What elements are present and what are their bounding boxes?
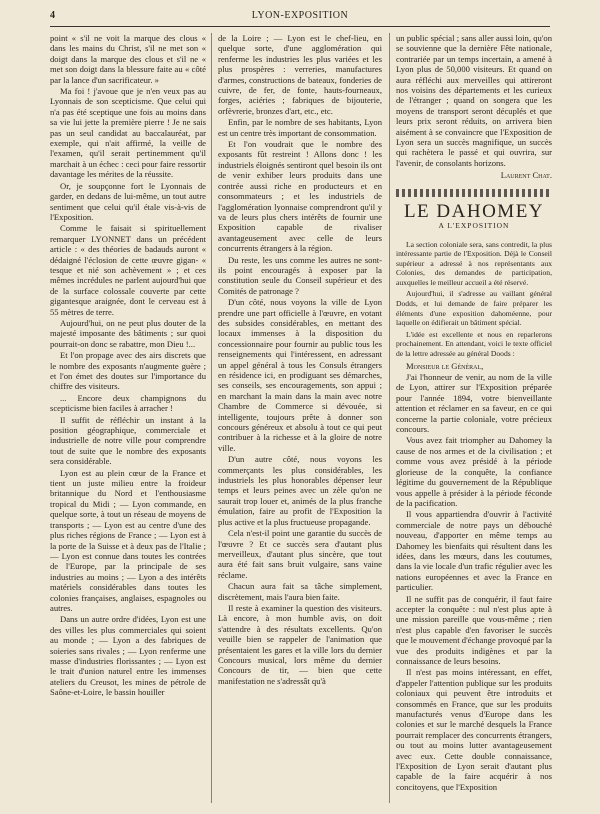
- paragraph: de la Loire ; — Lyon est le chef-lieu, en quelque sorte, d'une agglomération qui renferme les industries les plus variées et les plus prospères : verreries, manufactures d'armes, constructions de bateaux, fonderies de cuivre, de fer, de fonte, hauts-fourneaux, forges, aciéries ; fabriques de bijouterie, orfèvrerie, bronzes d'art, etc., etc.: [218, 33, 382, 116]
- header-rule: [50, 26, 550, 27]
- section-title: LE DAHOMEY: [403, 200, 545, 222]
- column-3: [396, 33, 552, 803]
- paragraph: Lyon est au plein cœur de la France et tient un juste milieu entre la froideur britannique du Nord et l'enthousiasme tropical du Midi ; — Lyon commande, en quelque sorte, à tout un réseau de moyens de transports ; — Lyon est au centre d'une des plus riches régions de France ; — Lyon est à la porte de la Suisse et à deux pas de l'Italie ; — Lyon est connue dans toutes les contrées de l'Europe, par la principale de ses industries au moins ; — Lyon a des intérêts matériels considérables dans toutes les colonies françaises, anglaises, espagnoles ou autres.: [50, 467, 206, 613]
- paragraph: Cela n'est-il point une garantie du succès de l'œuvre ? Et ce succès sera d'autant plus merveilleux, d'autant plus sincère, que tout aura été fait sans bruit vulgaire, sans vaine réclame.: [218, 528, 382, 580]
- paragraph: Aujourd'hui, on ne peut plus douter de la majesté imposante des bâtiments ; sur quoi pourrait-on donc se rabattre, mon Dieu !...: [50, 317, 206, 349]
- paragraph: un public spécial ; sans aller aussi loin, qu'on se souvienne que la dernière Fête nationale, contrariée par un temps incertain, a amené à Lyon plus de 50,000 visiteurs. Et quand on aura réfléchi aux merveilles qui attireront nos voisins des départements et les curieux de l'étranger ; quand on songera que les moyens de transport seront décuplés et que leurs prix seront réduits, on arrivera bien aisément à se convaincre que l'Exposition de Lyon sera un succès magnifique, un succès qui rachètera le passé et qui ouvrira, sur l'avenir, de consolants horizons.: [396, 33, 552, 168]
- page-title: LYON-EXPOSITION: [251, 10, 349, 21]
- paragraph: D'un autre côté, nous voyons les commerçants les plus considérables, les industriels les plus honorables dépenser leur temps et leurs peines avec un zèle qu'on ne saurait trop louer et, animés de la plus franche émulation, faire au profit de l'Exposition la plus active et la plus fructueuse propagande.: [218, 454, 382, 527]
- paragraph: Il vous appartiendra d'ouvrir à l'activité commerciale de notre pays un débouché nouveau, d'apporter en même temps au Dahomey les bienfaits qui résultent dans les idées, dans les mœurs, dans les coutumes, dans la vie locale d'un trafic régulier avec les nations européennes et avec la France en particulier.: [396, 509, 552, 593]
- letter-salutation: Monsieur le Général,: [406, 360, 484, 371]
- paragraph: Comme le faisait si spirituellement remarquer LYONNET dans un précédent article : « des théories de badauds auront « dédaigné l'éclosion de cette œuvre gigan- « tesque et nié son achèvement » ; et ces mêmes incrédules ne parlent aujourd'hui que de la surface colossale couverte par cette gigantesque araignée, dont le cerveau est à 55 mètres de terre.: [50, 223, 206, 317]
- page-header: [50, 10, 550, 24]
- paragraph: Et l'on propage avec des airs discrets que le nombre des exposants n'augmente guère ; et l'on émet des doutes sur l'importance du chiffre des visiteurs.: [50, 350, 206, 392]
- paragraph: Il n'est pas moins intéressant, en effet, d'appeler l'attention publique sur les produits coloniaux qui peuvent être introduits et consommés en France, que sur les produits manufacturés venus d'Europe dans les colonies et sur le marché desquels la France pourrait remplacer des concurrents étrangers, ou tout au moins lutter avantageusement avec eux. Cette double connaissance, l'Exposition de Lyon serait d'autant plus capable de la faire acquérir à nos concitoyens, que l'Exposition: [396, 667, 552, 792]
- paragraph: D'un côté, nous voyons la ville de Lyon prendre une part officielle à l'œuvre, en votant des subsides considérables, en mettant des locaux immenses à la disposition du concessionnaire pour fournir au public tous les renseignements qui l'intéressent, en adressant un appel général à tous les Consuls étrangers en résidence ici, en prodiguant ses démarches, ses conseils, ses encouragements, son appui ; en marchant la main dans la main avec notre Chambre de Commerce si dévouée, si intelligente, toujours prête à donner son concours généreux et absolu à tout ce qui peut contribuer à la richesse et à la gloire de notre ville.: [218, 297, 382, 453]
- paragraph: L'idée est excellente et nous en reparlerons prochainement. En attendant, voici le texte officiel de la lettre adressée au général Doods :: [396, 329, 552, 359]
- column-divider: [211, 33, 212, 803]
- column-divider: [389, 33, 390, 803]
- paragraph: point « s'il ne voit la marque des clous « dans les mains du Christ, s'il ne met son « doigt dans la marque des clous et s'il ne « met son doigt dans la blessure faite au « côté par la lance d'un sacrificateur. »: [50, 33, 206, 85]
- paragraph: Or, je soupçonne fort le Lyonnais de garder, en dedans de lui-même, un tout autre sentiment que celui qu'il étale vis-à-vis de l'Exposition.: [50, 180, 206, 222]
- paragraph: Ma foi ! j'avoue que je n'en veux pas au Lyonnais de son scepticisme. Que celui qui n'a pas été sceptique une fois au moins dans sa vie lui jette la première pierre ! Je ne sais pas un seul candidat au baccalauréat, par exemple, qui n'ait affirmé, la veille de l'examen, qu'il serait pertinemment qu'il marchait à un échec : ceci pour faire ressortir davantage les mérites de la réussite.: [50, 86, 206, 180]
- column-1: [50, 33, 206, 803]
- paragraph: Il reste à examiner la question des visiteurs. Là encore, à mon humble avis, on doit s'attendre à des résultats excellents. Qu'on veuille bien se rappeler de l'animation que présentaient les gares et la ville lors du dernier Concours musical, lors même du dernier Concours de tir, — bien que cette manifestation ne s'adressât qu'à: [218, 602, 382, 686]
- section-subtitle: A L'EXPOSITION: [438, 221, 510, 231]
- paragraph: ... Encore deux champignons du scepticisme bien faciles à arracher !: [50, 392, 206, 414]
- column-2: [218, 33, 382, 803]
- paragraph: Chacun aura fait sa tâche simplement, discrètement, mais l'aura bien faite.: [218, 581, 382, 602]
- paragraph: Du reste, les uns comme les autres ne sont-ils point encouragés à exposer par la constitution seule du Conseil supérieur et des Comités de patronage ?: [218, 254, 382, 296]
- paragraph: J'ai l'honneur de venir, au nom de la ville de Lyon, attirer sur l'Exposition préparée pour l'année 1894, votre bienveillante attention et réclamer en sa faveur, en ce qui concerne la partie coloniale, votre précieux concours.: [396, 372, 552, 435]
- paragraph: La section coloniale sera, sans contredit, la plus intéressante partie de l'Exposition. Déjà le Conseil supérieur a adressé à nos représentants aux Colonies, des demandes de participation, auxquelles le meilleur accueil a été réservé.: [396, 239, 552, 287]
- paragraph: Dans un autre ordre d'idées, Lyon est une des villes les plus commerciales qui soient au monde ; — Lyon a des fabriques de soieries sans rivales ; — Lyon renferme une masse d'industries florissantes ; — Lyon est le trait d'union naturel entre les immenses ateliers du Creusot, les mines de pétrole de Saône-et-Loire, le bassin houiller: [50, 614, 206, 698]
- paragraph: Il ne suffit pas de conquérir, il faut faire accepter la conquête : nul n'est plus apte à une mission pareille que vous-même ; rien n'est plus capable d'en favoriser le succès que le mouvement d'échange provoqué par la vue des produits indigènes et par la connaissance de leurs besoins.: [396, 593, 552, 666]
- author-signature: Laurent Chat.: [500, 170, 552, 181]
- paragraph: Aujourd'hui, il s'adresse au vaillant général Dodds, et lui demande de faire préparer les éléments d'une exposition dahoméenne, pour laquelle on édifierait un bâtiment spécial.: [396, 289, 552, 328]
- page-number: 4: [50, 10, 55, 21]
- decorative-divider: [396, 189, 552, 197]
- paragraph: Vous avez fait triompher au Dahomey la cause de nos armes et de la civilisation ; et comme vous avez présidé à la période glorieuse de la conquête, la confiance légitime du gouvernement de la République vous appelle à présider à la période féconde de la pacification.: [396, 435, 552, 508]
- paragraph: Il suffit de réfléchir un instant à la position géographique, commerciale et industrielle de notre ville pour comprendre tout de suite que le nombre des exposants sera considérable.: [50, 414, 206, 467]
- paragraph: Enfin, par le nombre de ses habitants, Lyon est un centre très important de consommation.: [218, 117, 382, 138]
- paragraph: Et l'on voudrait que le nombre des exposants fût restreint ! Allons donc ! les industriels éloignés sentiront quel besoin ils ont de venir exhiber leurs produits dans une contrée aussi riche en producteurs et en consommateurs ; et les industriels de l'agglomération lyonnaise comprendront qu'il y va de leurs plus chers intérêts de fournir une Exposition capable de rivaliser avantageusement avec celle de leurs concurrents étrangers à la région.: [218, 139, 382, 254]
- intro-block: [396, 240, 552, 359]
